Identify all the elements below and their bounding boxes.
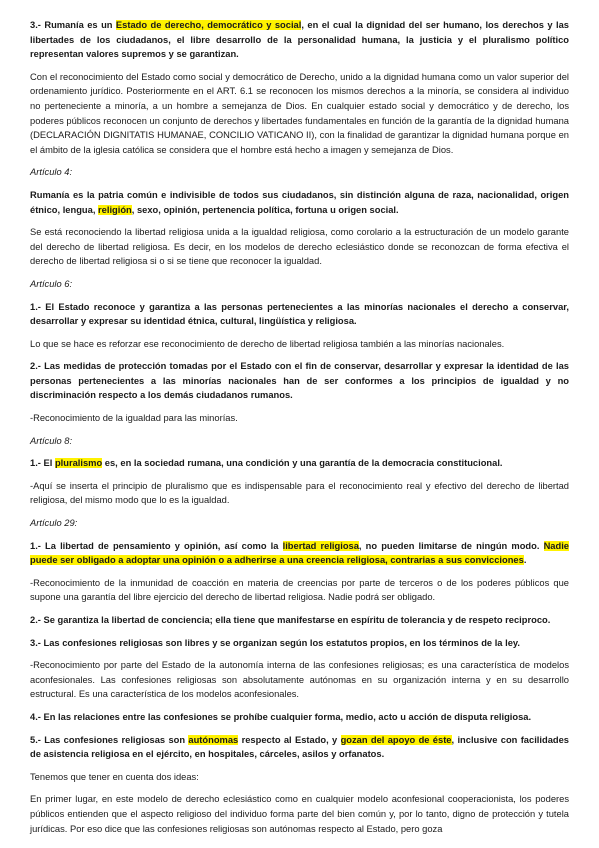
text-run: En primer lugar, en este modelo de derecho eclesiástico como en cualquier modelo aconfesional cooperacionista, los poderes públicos entienden que el aspecto religioso del individuo forma parte del bien común y, por lo tanto, digno de protección y tutela jurídicas. Por eso dice que las confesiones religiosas son autónomas respecto al Estado, pero goza [30,794,569,834]
text-run: , en el cual la dignidad del ser humano, los derechos y las libertades de los ciudadanos, el libre desarrollo de la personalidad humana, la justicia y el pluralismo político representan valores supremos y se garantizan. [30,20,569,60]
text-run: 1.- El Estado reconoce y garantiza a las personas pertenecientes a las minorías nacionales el derecho a conservar, desarrollar y expresar su identidad étnica, cultural, lingüística y religiosa. [30,301,569,327]
text-run: -Reconocimiento de la igualdad para las minorías. [30,413,238,424]
highlighted-text: libertad religiosa [282,540,359,551]
text-run: respecto al Estado, y [238,734,341,745]
text-run: . [523,555,527,566]
text-run: Artículo 6: [30,278,73,289]
constitution-excerpt [30,710,569,725]
commentary-paragraph [30,576,569,605]
constitution-excerpt [30,636,569,651]
text-run: Rumanía es la patria común e indivisible de todos sus ciudadanos, sin distinción alguna de raza, nacionalidad, origen étnico, lengua, [30,189,569,215]
highlighted-text: Nadie puede ser obligado a adoptar una opinión o a adherirse a una creencia religiosa, contrarias a sus convicciones [30,540,570,566]
text-run: 3.- Las confesiones religiosas son libres y se organizan según los estatutos propios, en los términos de la ley. [30,637,520,648]
highlighted-text: autónomas [188,734,239,745]
constitution-excerpt [30,188,569,217]
constitution-excerpt [30,18,569,62]
text-run: -Reconocimiento de la inmunidad de coacción en materia de creencias por parte de terceros o de los poderes públicos que supone una garantía del libre ejercicio del derecho de libertad religiosa. Nadie podrá ser obligado. [30,577,569,603]
article-heading [30,277,569,292]
constitution-excerpt [30,733,569,762]
text-run: , inclusive con facilidades de asistencia religiosa en el ejército, en hospitales, cárceles, asilos y orfanatos. [30,734,569,760]
commentary-paragraph [30,658,569,702]
commentary-paragraph [30,337,569,352]
text-run: Lo que se hace es reforzar ese reconocimiento de derecho de libertad religiosa también a las minorías nacionales. [30,338,505,349]
commentary-paragraph [30,792,569,836]
text-run: Artículo 4: [30,167,73,178]
text-run: -Aquí se inserta el principio de pluralismo que es indispensable para el reconocimiento real y efectivo del derecho de libertad religiosa, del mismo modo que lo es la igualdad. [30,480,569,506]
highlighted-text: Estado de derecho, democrático y social [115,20,302,30]
constitution-excerpt [30,613,569,628]
commentary-paragraph [30,225,569,269]
text-run: 4.- En las relaciones entre las confesiones se prohíbe cualquier forma, medio, acto u acción de disputa religiosa. [30,711,532,722]
text-run: 1.- El [30,458,55,469]
constitution-excerpt [30,300,569,329]
text-run: Se está reconociendo la libertad religiosa unida a la igualdad religiosa, como corolario a la estructuración de un modelo garante del derecho de libertad religiosa. Es decir, en los modelos de derecho eclesiástico donde se reconozcan de forma efectiva el derecho de libertad religiosa si o si se tiene que reconocer la igualdad. [30,227,569,267]
text-run: es, en la sociedad rumana, una condición y una garantía de la democracia constitucional. [102,458,503,469]
text-run: , sexo, opinión, pertenencia política, fortuna u origen social. [131,204,399,215]
article-heading [30,165,569,180]
commentary-paragraph [30,70,569,158]
text-run: Con el reconocimiento del Estado como social y democrático de Derecho, unido a la dignidad humana como un valor superior del ordenamiento jurídico. Posteriormente en el ART. 6.1 se reconocen los mismos derechos a la minoría, se considera al individuo no perteneciente a minoría, a un hombre a semejanza de Dios. En cualquier estado social y democrático y de derecho, los poderes públicos reconocen un conjunto de derechos y libertades fundamentales en función de la garantía de la dignidad humana (DECLARACIÓN DIGNITATIS HUMANAE, CONCILIO VATICANO II), con la finalidad de garantizar la dignidad humana porque en el ámbito de la iglesia católica se considera que el hombre está hecho a imagen y semejanza de Dios. [30,71,569,155]
article-heading [30,516,569,531]
commentary-paragraph [30,479,569,508]
highlighted-text: pluralismo [54,458,103,469]
text-run: Artículo 29: [30,518,78,529]
text-run: -Reconocimiento por parte del Estado de la autonomía interna de las confesiones religiosas; es una característica de modelos aconfesionales. Las confesiones religiosas son absolutamente autónomas en su organización interna y en su desarrollo estructural. Es una característica de los modelos aconfesionales. [30,660,569,700]
text-run: , no pueden limitarse de ningún modo. [358,540,544,551]
commentary-paragraph [30,770,569,785]
article-heading [30,434,569,449]
text-run: Tenemos que tener en cuenta dos ideas: [30,771,199,782]
constitution-excerpt [30,359,569,403]
constitution-excerpt [30,456,569,471]
highlighted-text: religión [98,204,132,215]
text-run: 3.- Rumanía es un [30,20,116,30]
text-run: 1.- La libertad de pensamiento y opinión, así como la [30,540,283,551]
text-run: 2.- Las medidas de protección tomadas por el Estado con el fin de conservar, desarrollar y expresar la identidad de las personas pertenecientes a las minorías nacionales han de ser conformes a los principios de igualdad y no discriminación respecto a los demás ciudadanos rumanos. [30,361,569,401]
highlighted-text: gozan del apoyo de éste [340,734,452,745]
text-run: 2.- Se garantiza la libertad de conciencia; ella tiene que manifestarse en espíritu de tolerancia y de respeto reciproco. [30,615,551,625]
text-run: 5.- Las confesiones religiosas son [30,734,189,745]
text-run: Artículo 8: [30,435,73,446]
commentary-paragraph [30,411,569,426]
constitution-excerpt [30,539,569,568]
